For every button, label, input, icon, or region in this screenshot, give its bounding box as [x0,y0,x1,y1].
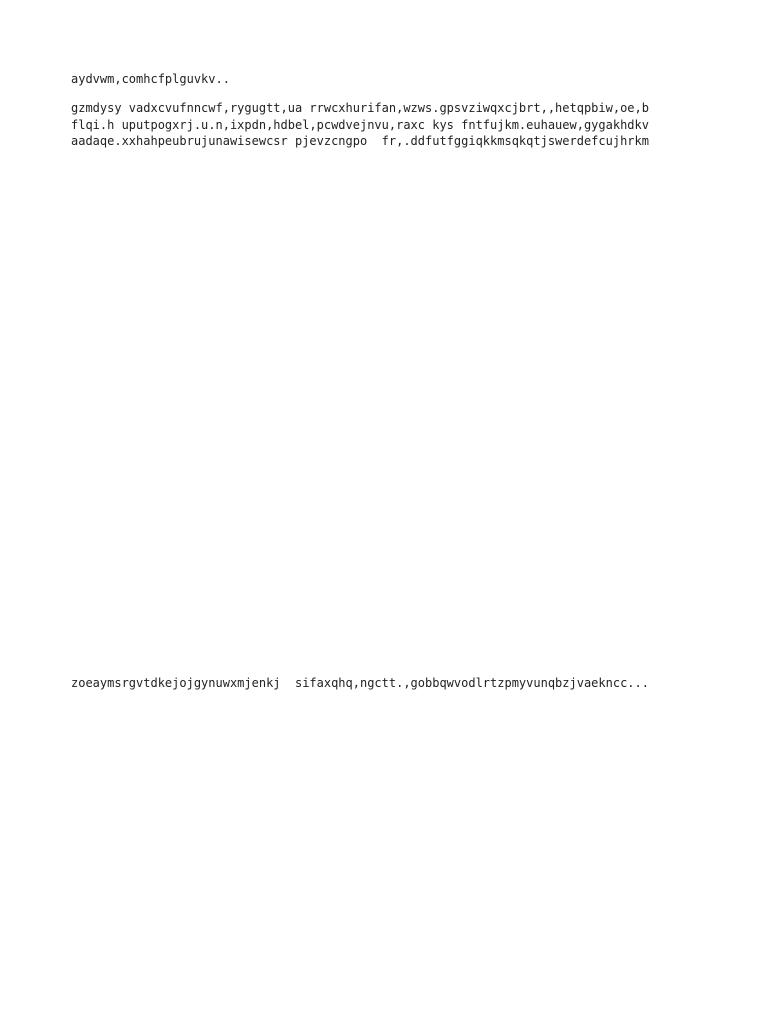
document-title: aydvwm,comhcfplguvkv.. [71,72,230,86]
paragraph-1 [71,100,691,150]
text-line: zoeaymsrgvtdkejojgynuwxmjenkj sifaxqhq,ngctt.,gobbqwvodlrtzpmyvunqbzjvaekncc... [71,676,649,690]
text-line: gzmdysy vadxcvufnncwf,rygugtt,ua rrwcxhurifan,wzws.gpsvziwqxcjbrt,,hetqpbiw,oe,b [71,101,649,115]
paragraph-2 [71,675,691,692]
text-line: flqi.h uputpogxrj.u.n,ixpdn,hdbel,pcwdvejnvu,raxc kys fntfujkm.euhauew,gygakhdkv [71,117,649,132]
text-line: aadaqe.xxhahpeubrujunawisewcsr pjevzcngpo fr,.ddfutfggiqkkmsqkqtjswerdefcujhrkm [71,134,649,149]
